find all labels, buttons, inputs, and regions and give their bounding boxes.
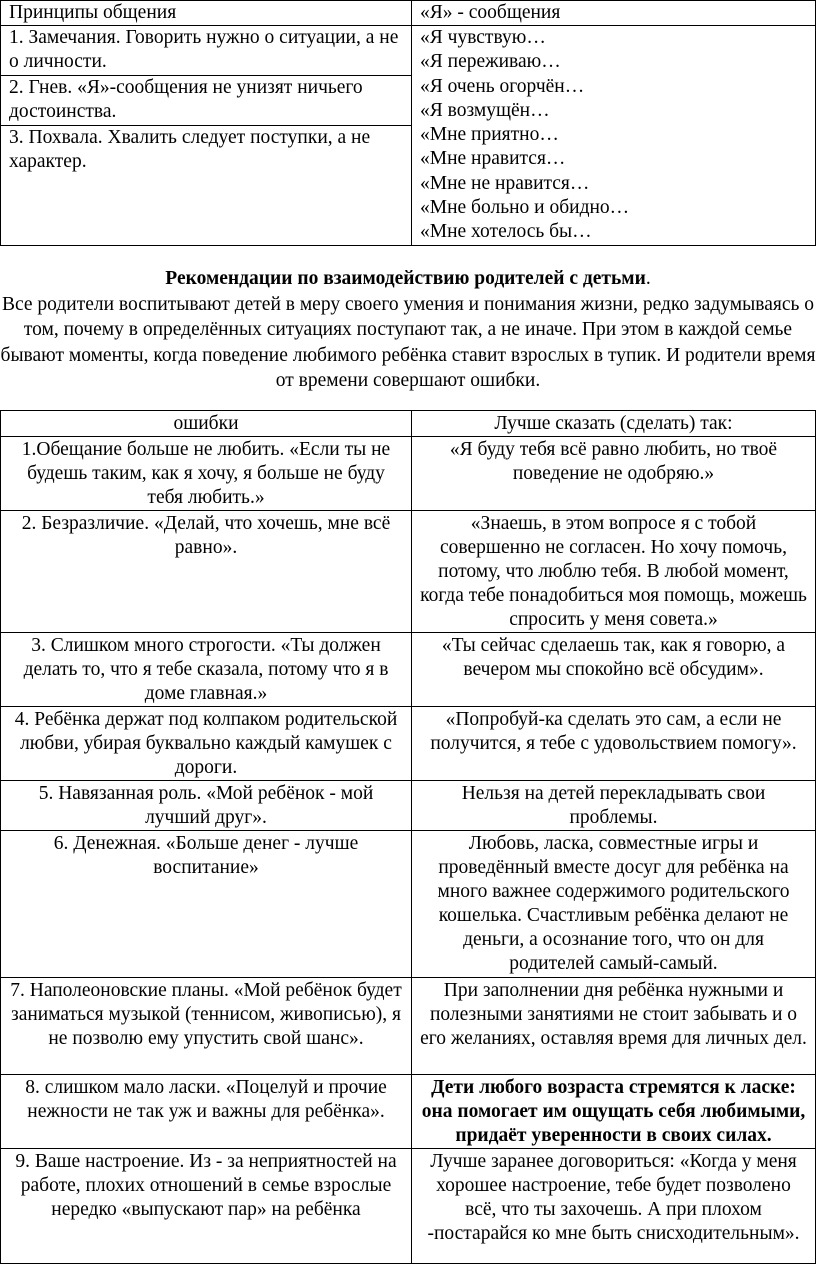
better-cell: «Я буду тебя всё равно любить, но твоё поведение не одобряю.» [412, 437, 816, 511]
i-message-phrase: «Мне не нравится… [420, 172, 590, 194]
better-cell: «Попробуй-ка сделать это сам, а если не получится, я тебе с удовольствием помогу». [412, 707, 816, 781]
i-message-phrase: «Мне приятно… [420, 124, 559, 146]
section-title-text: Рекомендации по взаимодействию родителей с детьми [165, 268, 646, 289]
section-title-suffix: . [645, 268, 651, 289]
mistake-cell: 2. Безразличие. «Делай, что хочешь, мне всё равно». [1, 511, 412, 633]
mistake-cell: 9. Ваше настроение. Из - за неприятностей на работе, плохих отношений в семье взрослые нередко «выпускают пар» на ребёнка [1, 1149, 412, 1264]
table-header-better: Лучше сказать (сделать) так: [412, 411, 816, 437]
mistake-cell: 3. Слишком много строгости. «Ты должен делать то, что я тебе сказала, потому что я в доме главная.» [1, 633, 412, 707]
i-message-phrase: «Мне больно и обидно… [420, 197, 630, 219]
better-cell: Дети любого возраста стремятся к ласке: она помогает им ощущать себя любимыми, придаёт уверенности в своих силах. [412, 1075, 816, 1149]
principle-cell: 2. Гнев. «Я»-сообщения не унизят ничьего достоинства. [1, 76, 412, 126]
principles-table [0, 0, 816, 246]
mistake-cell: 5. Навязанная роль. «Мой ребёнок - мой лучший друг». [1, 781, 412, 831]
mistake-cell: 4. Ребёнка держат под колпаком родительской любви, убирая буквально каждый камушек с дороги. [1, 707, 412, 781]
table-header-i-messages: «Я» - сообщения [412, 1, 816, 26]
recommendations-section [0, 266, 816, 394]
i-message-phrase: «Я очень огорчён… [420, 75, 585, 97]
i-message-phrase: «Мне нравится… [420, 148, 566, 170]
better-cell: «Знаешь, в этом вопросе я с тобой совершенно не согласен. Но хочу помочь, потому, что люблю тебя. В любой момент, когда тебе понадобиться моя помощь, можешь спросить у меня совета.» [412, 511, 816, 633]
table-header-mistakes: ошибки [1, 411, 412, 437]
principle-cell: 1. Замечания. Говорить нужно о ситуации, а не о личности. [1, 26, 412, 76]
better-cell: «Ты сейчас сделаешь так, как я говорю, а вечером мы спокойно всё обсудим». [412, 633, 816, 707]
better-cell: Любовь, ласка, совместные игры и проведённый вместе досуг для ребёнка на много важнее содержимого родительского кошелька. Счастливым ребёнка делают не деньги, а осознание того, что он для родителей самый-самый. [412, 831, 816, 978]
i-message-phrase: «Я возмущён… [420, 99, 550, 121]
better-cell: Лучше заранее договориться: «Когда у меня хорошее настроение, тебе будет позволено всё, что ты захочешь. А при плохом -постарайся ко мне быть снисходительным». [412, 1149, 816, 1264]
mistake-cell: 8. слишком мало ласки. «Поцелуй и прочие нежности не так уж и важны для ребёнка». [1, 1075, 412, 1149]
i-messages-cell [412, 26, 816, 246]
i-message-phrase: «Я чувствую… [420, 27, 546, 48]
section-title [0, 266, 816, 292]
table-header-principles: Принципы общения [1, 1, 412, 26]
i-message-phrase: «Я переживаю… [420, 51, 561, 73]
better-cell: Нельзя на детей перекладывать свои проблемы. [412, 781, 816, 831]
section-intro: Все родители воспитывают детей в меру своего умения и понимания жизни, редко задумываясь о том, почему в определённых ситуациях поступают так, а не иначе. При этом в каждой семье бывают моменты, когда поведение любимого ребёнка ставит взрослых в тупик. И родители время от времени совершают ошибки. [0, 293, 816, 391]
principle-cell: 3. Похвала. Хвалить следует поступки, а не характер. [1, 126, 412, 245]
i-message-phrase: «Мне хотелось бы… [420, 221, 592, 243]
mistake-cell: 6. Денежная. «Больше денег - лучше воспитание» [1, 831, 412, 978]
mistake-cell: 7. Наполеоновские планы. «Мой ребёнок будет заниматься музыкой (теннисом, живописью), я не позволю ему упустить свой шанс». [1, 978, 412, 1075]
mistake-cell: 1.Обещание больше не любить. «Если ты не будешь таким, как я хочу, я больше не буду тебя любить.» [1, 437, 412, 511]
better-cell: При заполнении дня ребёнка нужными и полезными занятиями не стоит забывать и о его желаниях, оставляя время для личных дел. [412, 978, 816, 1075]
mistakes-table [0, 410, 816, 1264]
